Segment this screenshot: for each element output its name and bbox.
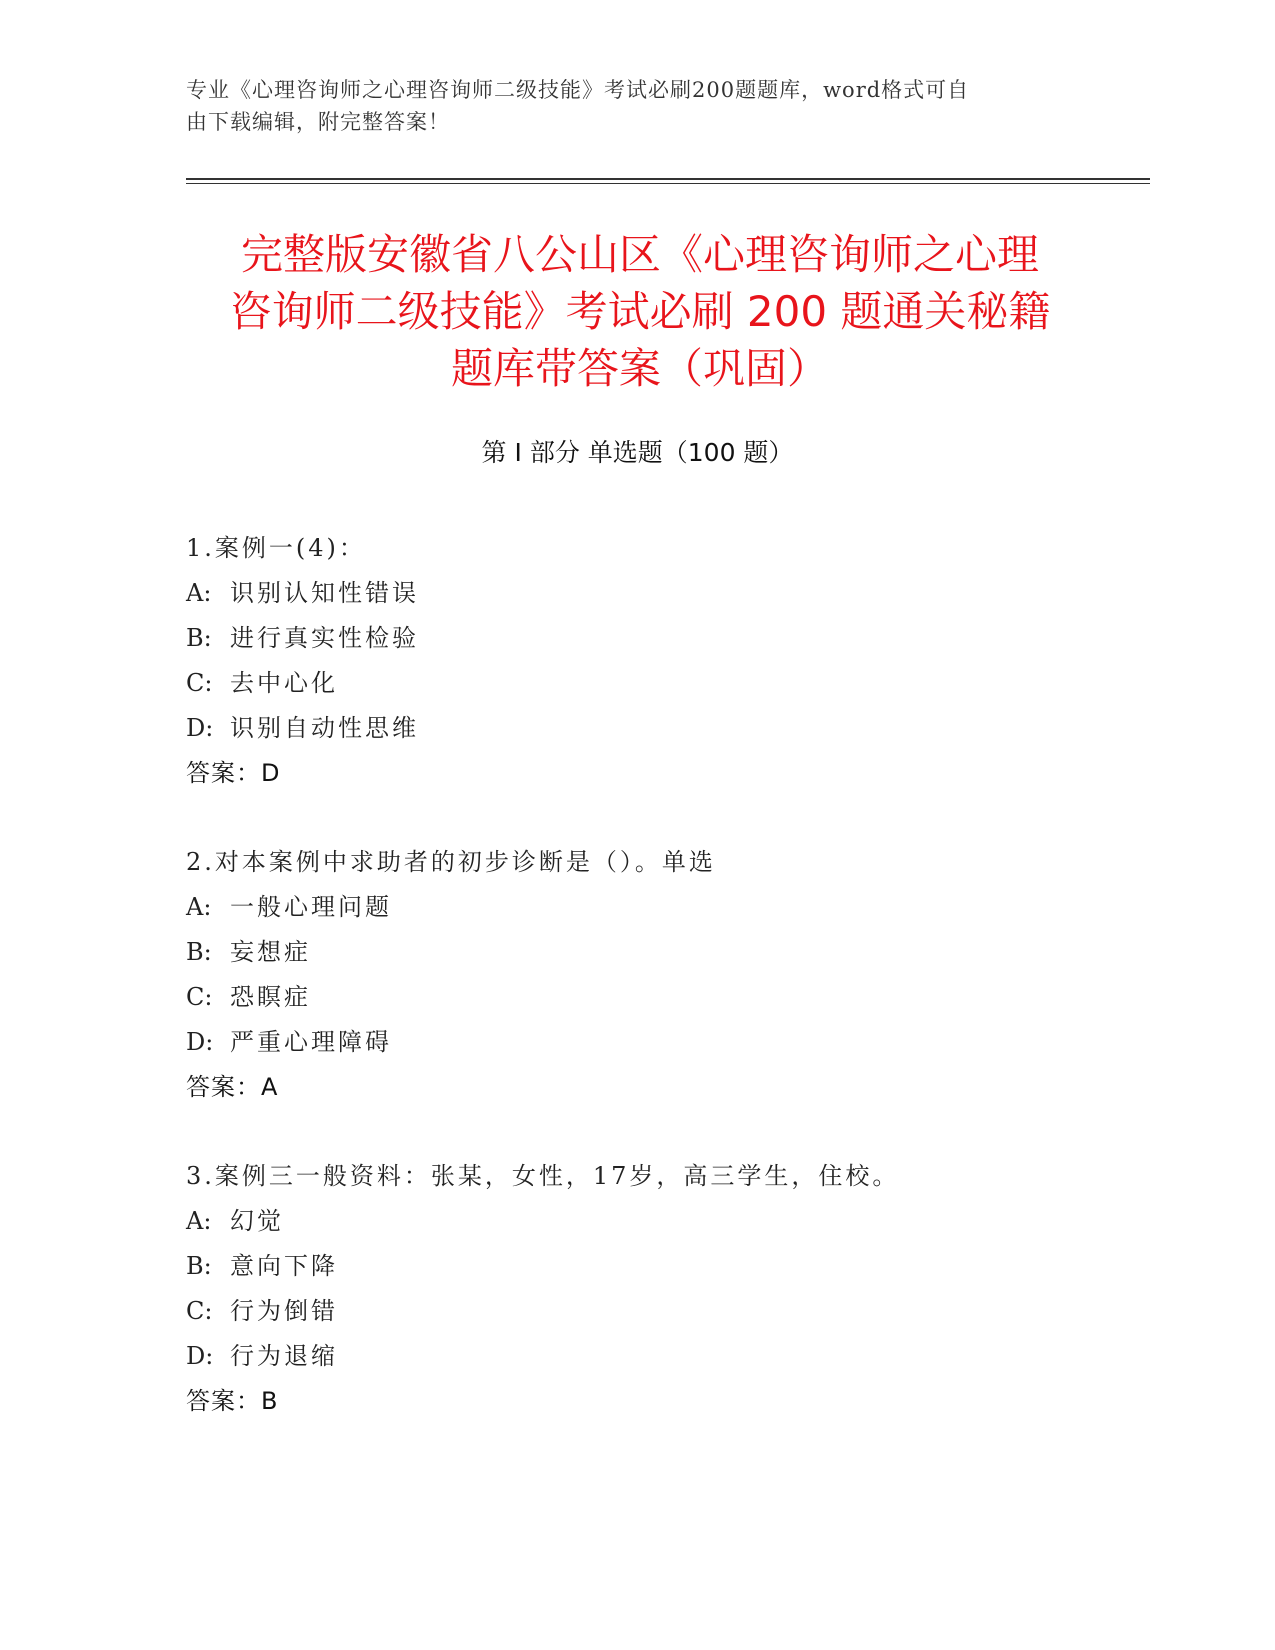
question-list <box>186 526 1086 1468</box>
option-label: C: <box>186 669 213 697</box>
option-label: B: <box>186 624 212 652</box>
question-item <box>186 840 1086 1110</box>
header-divider-thin <box>186 183 1150 184</box>
header-divider-thick <box>186 178 1150 180</box>
question-item <box>186 526 1086 796</box>
option-label: A: <box>186 893 212 921</box>
header-note-line-2: 由下载编辑，附完整答案！ <box>186 110 450 134</box>
document-title-line-1: 完整版安徽省八公山区《心理咨询师之心理 <box>240 230 1039 279</box>
question-stem: 2.对本案例中求助者的初步诊断是（）。单选 <box>186 848 716 876</box>
option-text: 行为倒错 <box>230 1297 338 1325</box>
answer: 答案：A <box>186 1073 279 1101</box>
option-a <box>186 1199 1086 1244</box>
option-c <box>186 975 1086 1020</box>
option-label: D: <box>186 1028 214 1056</box>
question-stem: 3.案例三一般资料：张某，女性，17岁，高三学生，住校。 <box>186 1162 900 1190</box>
option-text: 严重心理障碍 <box>230 1028 392 1056</box>
header-note-line-1: 专业《心理咨询师之心理咨询师二级技能》考试必刷200题题库，word格式可自 <box>186 78 970 102</box>
option-c <box>186 1289 1086 1334</box>
option-text: 识别认知性错误 <box>230 579 419 607</box>
section-title: 第 I 部分 单选题（100 题） <box>481 438 794 467</box>
answer: 答案：B <box>186 1387 279 1415</box>
option-text: 进行真实性检验 <box>230 624 419 652</box>
question-stem: 1.案例一(4)： <box>186 534 366 562</box>
option-d <box>186 706 1086 751</box>
option-label: A: <box>186 1207 212 1235</box>
option-label: A: <box>186 579 212 607</box>
option-label: C: <box>186 983 213 1011</box>
option-a <box>186 885 1086 930</box>
option-text: 行为退缩 <box>230 1342 338 1370</box>
option-text: 恐瞑症 <box>230 983 311 1011</box>
option-d <box>186 1020 1086 1065</box>
option-label: C: <box>186 1297 213 1325</box>
option-text: 一般心理问题 <box>230 893 392 921</box>
document-title-line-3: 题库带答案（巩固） <box>450 344 829 393</box>
answer: 答案：D <box>186 759 281 787</box>
option-c <box>186 661 1086 706</box>
option-label: D: <box>186 1342 214 1370</box>
option-b <box>186 616 1086 661</box>
document-title <box>180 226 1100 397</box>
option-label: B: <box>186 1252 212 1280</box>
document-title-line-2: 咨询师二级技能》考试必刷 200 题通关秘籍 <box>229 287 1051 336</box>
option-b <box>186 930 1086 975</box>
option-label: B: <box>186 938 212 966</box>
option-text: 幻觉 <box>230 1207 284 1235</box>
option-label: D: <box>186 714 214 742</box>
option-text: 意向下降 <box>230 1252 338 1280</box>
option-text: 妄想症 <box>230 938 311 966</box>
header-note <box>186 74 1066 138</box>
option-b <box>186 1244 1086 1289</box>
option-text: 识别自动性思维 <box>230 714 419 742</box>
option-text: 去中心化 <box>230 669 338 697</box>
question-item <box>186 1154 1086 1424</box>
option-a <box>186 571 1086 616</box>
option-d <box>186 1334 1086 1379</box>
